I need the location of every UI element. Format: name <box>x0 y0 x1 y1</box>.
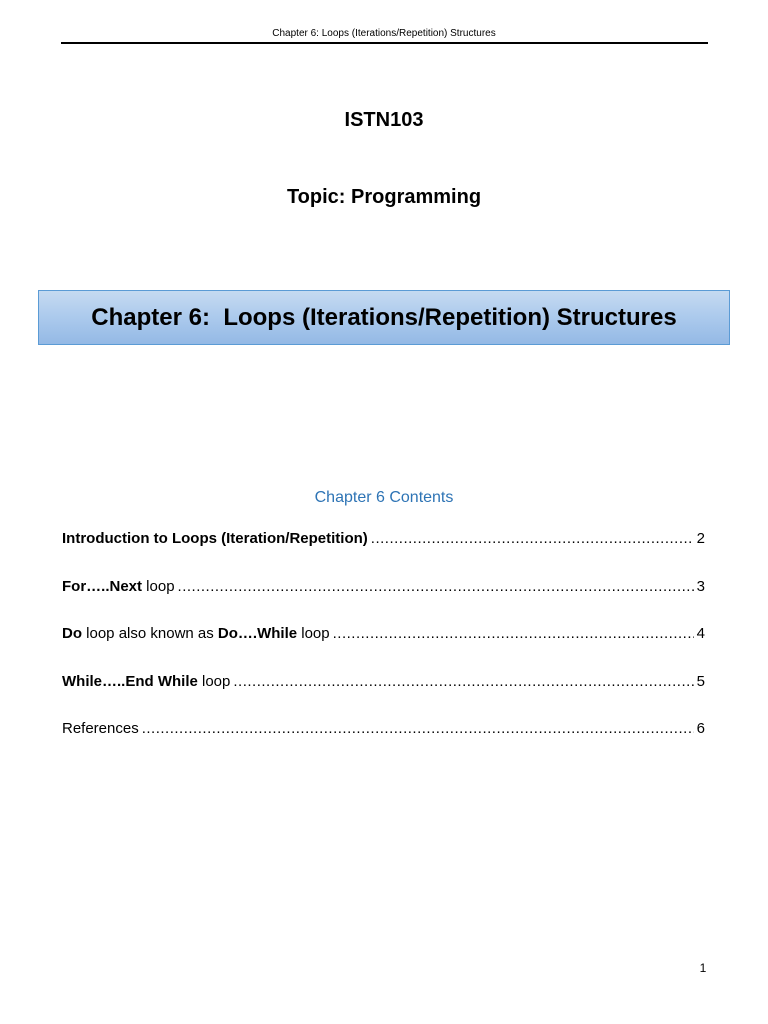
toc-page-number: 4 <box>696 625 705 642</box>
toc-entry[interactable] <box>62 623 705 647</box>
toc-entry-title <box>62 576 175 598</box>
toc-entry[interactable] <box>62 718 705 742</box>
toc-entry-title-part: For…..Next <box>62 577 143 595</box>
toc-page-number: 6 <box>696 720 705 737</box>
toc-entry-title-part: References <box>62 720 139 737</box>
toc-page-number: 2 <box>696 530 705 547</box>
header-rule <box>61 42 708 44</box>
toc-entry-title-part: loop <box>142 577 175 595</box>
toc-dot-leader <box>233 671 693 693</box>
toc-dot-leader <box>142 718 694 740</box>
toc-page-number: 5 <box>696 672 705 690</box>
toc-entry-title-part: Introduction to Loops (Iteration/Repetition) <box>62 530 368 547</box>
chapter-title-banner <box>38 290 730 345</box>
toc-entry-title-part: Do <box>62 625 82 642</box>
chapter-title: Chapter 6: Loops (Iterations/Repetition) Structures <box>91 303 677 331</box>
toc-entry-title <box>62 623 330 645</box>
toc-entry-title-part: loop <box>297 625 330 642</box>
toc-entry-title <box>62 671 230 693</box>
toc-entry[interactable] <box>62 576 705 600</box>
toc-dot-leader <box>371 528 694 550</box>
topic-title: Topic: Programming <box>286 186 482 208</box>
toc-entry-title-part: loop also known as <box>82 625 218 642</box>
toc-entry-title <box>62 718 139 740</box>
page-number: 1 <box>699 961 707 975</box>
toc-entry-title <box>62 528 368 550</box>
toc-page-number: 3 <box>696 577 705 595</box>
toc-entry-title-part: While…..End While <box>62 672 198 690</box>
toc-dot-leader <box>333 623 694 645</box>
toc-entry-title-part: Do….While <box>217 625 298 642</box>
toc-entry[interactable] <box>62 671 705 695</box>
toc-heading[interactable]: Chapter 6 Contents <box>314 489 454 506</box>
toc-dot-leader <box>178 576 694 598</box>
running-header: Chapter 6: Loops (Iterations/Repetition) Structures <box>272 28 496 39</box>
toc-entry[interactable] <box>62 528 705 552</box>
course-code: ISTN103 <box>344 109 424 131</box>
toc-entry-title-part: loop <box>197 672 231 690</box>
table-of-contents <box>62 528 705 766</box>
